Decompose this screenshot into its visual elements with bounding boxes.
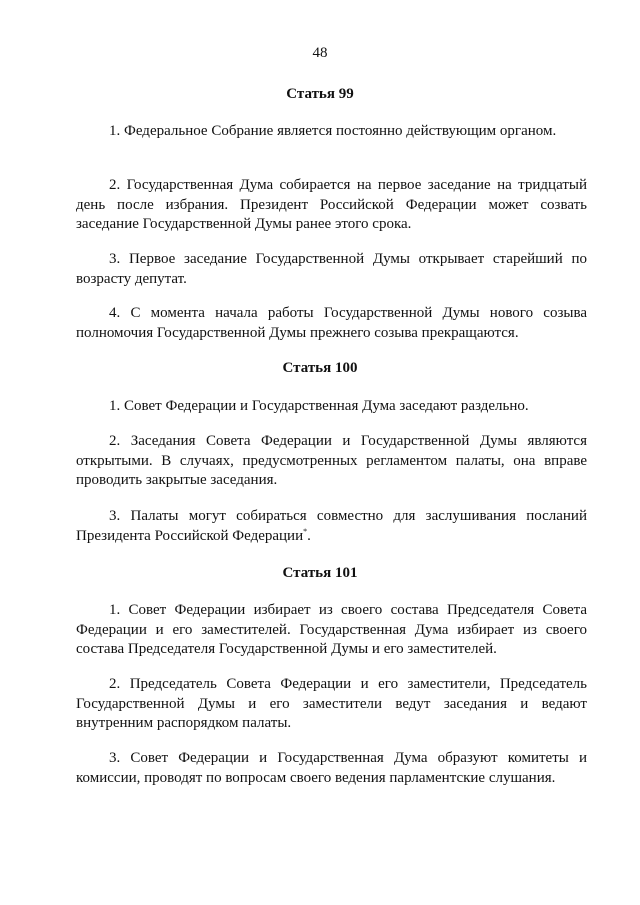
article-100-paragraph-1: 1. Совет Федерации и Государственная Дума заседают раздельно. [109,398,529,414]
article-101-title: Статья 101 [282,565,358,581]
article-99-paragraph-2: 2. Государственная Дума собирается на первое заседание на тридцатый день после избрания. Президент Российской Федерации может созвать заседание Государственной Думы ранее этого срока. [76,177,587,232]
footnote-mark: * [303,526,308,536]
article-101-paragraph-1: 1. Совет Федерации избирает из своего состава Председателя Совета Федерации и его заместителей. Государственная Дума избирает из своего состава Председателя Государственной Думы и его заместителей. [76,602,587,657]
article-100-title: Статья 100 [282,360,358,376]
article-99-paragraph-4: 4. С момента начала работы Государственной Думы нового созыва полномочия Государственной Думы прежнего созыва прекращаются. [76,305,587,341]
article-101-paragraph-2: 2. Председатель Совета Федерации и его заместители, Председатель Государственной Думы и его заместители ведут заседания и ведают внутренним распорядком палаты. [76,676,587,731]
article-99-title: Статья 99 [286,86,354,102]
article-100-paragraph-2: 2. Заседания Совета Федерации и Государственной Думы являются открытыми. В случаях, предусмотренных регламентом палаты, она вправе проводить закрытые заседания. [76,433,587,488]
article-101-paragraph-3: 3. Совет Федерации и Государственная Дума образуют комитеты и комиссии, проводят по вопросам своего ведения парламентские слушания. [76,750,587,786]
article-100-paragraph-3 [76,507,587,546]
page-number: 48 [312,45,328,61]
article-99-paragraph-1: 1. Федеральное Собрание является постоянно действующим органом. [109,123,557,139]
article-99-paragraph-3: 3. Первое заседание Государственной Думы открывает старейший по возрасту депутат. [76,251,587,287]
article-100-paragraph-3-tail: . [307,527,311,544]
article-100-paragraph-3-text: 3. Палаты могут собираться совместно для заслушивания посланий Президента Российской Федерации [76,508,587,544]
